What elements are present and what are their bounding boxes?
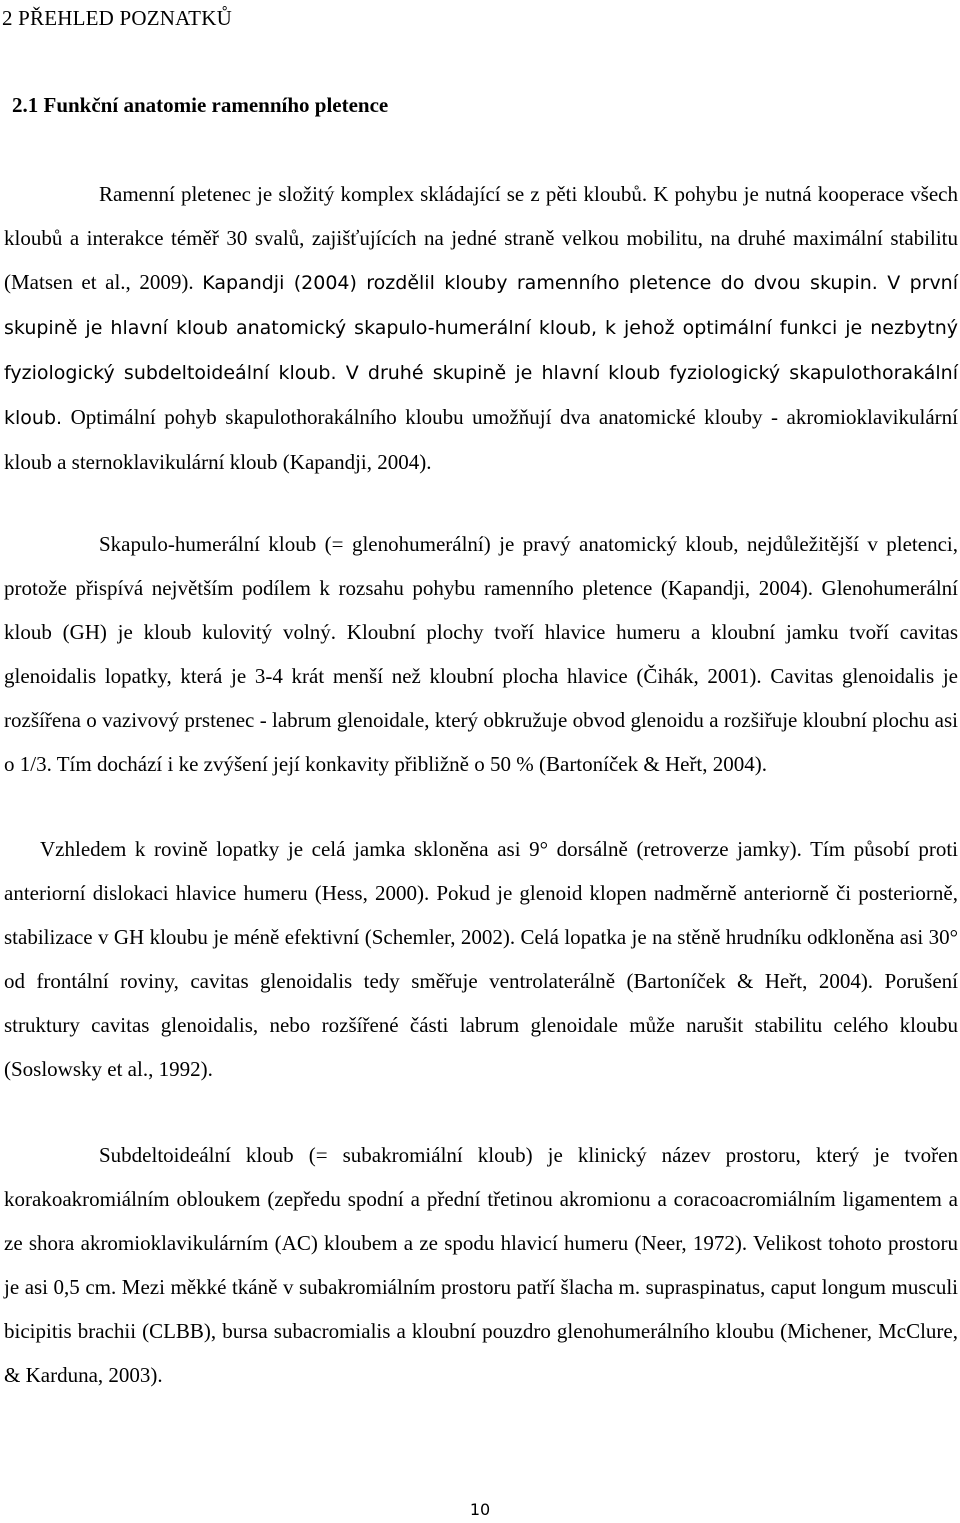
paragraph-4: Subdeltoideální kloub (= subakromiální kloub) je klinický název prostoru, který je tvořen korakoakromiálním obloukem (zepředu spodní a přední třetinou akromionu a coracoacromiálním ligamentem a ze shora akromioklavikulárním (AC) kloubem a ze spodu hlavicí humeru (Neer, 1972). Velikost tohoto prostoru je asi 0,5 cm. Mezi měkké tkáně v subakromiálním prostoru patří šlacha m. supraspinatus, caput longum musculi bicipitis brachii (CLBB), bursa subacromialis a kloubní pouzdro glenohumerálního kloubu (Michener, McClure, & Karduna, 2003). <box>4 1143 958 1387</box>
paragraph-2: Skapulo-humerální kloub (= glenohumerální) je pravý anatomický kloub, nejdůležitější v pletenci, protože přispívá největším podílem k rozsahu pohybu ramenního pletence (Kapandji, 2004). Glenohumerální kloub (GH) je kloub kulovitý volný. Kloubní plochy tvoří hlavice humeru a kloubní jamku tvoří cavitas glenoidalis lopatky, která je 3-4 krát menší než kloubní plocha hlavice (Čihák, 2001). Cavitas glenoidalis je rozšířena o vazivový prstenec - labrum glenoidale, který obkružuje obvod glenoidu a rozšiřuje kloubní plochu asi o 1/3. Tím dochází i ke zvýšení její konkavity přibližně o 50 % (Bartoníček & Heřt, 2004). <box>4 532 958 776</box>
page-number: 10 <box>469 1500 491 1519</box>
paragraph-3: Vzhledem k rovině lopatky je celá jamka skloněna asi 9° dorsálně (retroverze jamky). Tím působí proti anteriorní dislokaci hlavice humeru (Hess, 2000). Pokud je glenoid klopen nadměrně anteriorně či posteriorně, stabilizace v GH kloubu je méně efektivní (Schemler, 2002). Celá lopatka je na stěně hrudníku odkloněna asi 30° od frontální roviny, cavitas glenoidalis tedy směřuje ventrolaterálně (Bartoníček & Heřt, 2004). Porušení struktury cavitas glenoidalis, nebo rozšířené části labrum glenoidale může narušit stabilitu celého kloubu (Soslowsky et al., 1992). <box>4 837 958 1081</box>
section-heading: 2.1 Funkční anatomie ramenního pletence <box>12 93 389 117</box>
paragraph-1-part-c: Optimální pohyb skapulothorakálního kloubu umožňují dva anatomické klouby - akromioklavikulární kloub a sternoklavikulární kloub (Kapandji, 2004). <box>4 405 958 474</box>
paragraph-1-part-b: Kapandji (2004) rozdělil klouby ramenního pletence do dvou skupin. V první skupině je hlavní kloub anatomický skapulo-humerální kloub, k jehož optimální funkci je nezbytný fyziologický subdeltoideální kloub. V druhé skupině je hlavní kloub fyziologický skapulothorakální kloub. <box>4 272 959 429</box>
paragraph-1-part-a: Ramenní pletenec je složitý komplex skládající se z pěti kloubů. K pohybu je nutná kooperace všech kloubů a interakce téměř 30 svalů, zajišťujících na jedné straně velkou mobilitu, na druhé maximální stabilitu (Matsen et al., 2009). <box>4 182 958 294</box>
paragraph-1 <box>4 172 958 484</box>
chapter-heading: 2 PŘEHLED POZNATKŮ <box>2 6 232 30</box>
